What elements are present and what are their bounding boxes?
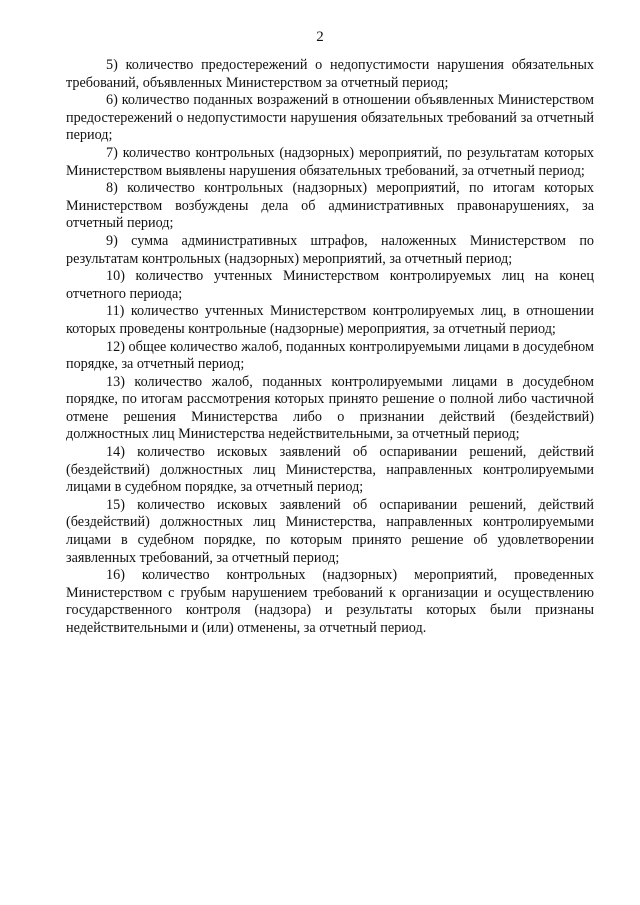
list-item-6: 6) количество поданных возражений в отношении объявленных Министерством предостережений о недопустимости нарушения обязательных требований за отчетный период;	[66, 92, 594, 144]
list-item-11: 11) количество учтенных Министерством контролируемых лиц, в отношении которых проведены контрольные (надзорные) мероприятия, за отчетный период;	[66, 303, 594, 337]
list-item-14: 14) количество исковых заявлений об оспаривании решений, действий (бездействий) должностных лиц Министерства, направленных контролируемыми лицами в судебном порядке, за отчетный период;	[66, 444, 594, 496]
list-item-16: 16) количество контрольных (надзорных) мероприятий, проведенных Министерством с грубым нарушением требований к организации и осуществлению государственного контроля (надзора) и результаты которых были признаны недействительными и (или) отменены, за отчетный период.	[66, 567, 594, 636]
list-item-9: 9) сумма административных штрафов, наложенных Министерством по результатам контрольных (надзорных) мероприятий, за отчетный период;	[66, 232, 594, 267]
document-body	[66, 57, 594, 638]
page-number: 2	[316, 29, 324, 45]
list-item-12: 12) общее количество жалоб, поданных контролируемыми лицами в досудебном порядке, за отчетный период;	[66, 338, 594, 373]
list-item-10: 10) количество учтенных Министерством контролируемых лиц на конец отчетного периода;	[66, 268, 594, 302]
list-item-15: 15) количество исковых заявлений об оспаривании решений, действий (бездействий) должностных лиц Министерства, направленных контролируемыми лицами в судебном порядке, по которым принято решение об удовлетворении заявленных требований, за отчетный период;	[66, 496, 594, 566]
list-item-7: 7) количество контрольных (надзорных) мероприятий, по результатам которых Министерством выявлены нарушения обязательных требований, за отчетный период;	[66, 144, 594, 179]
list-item-13: 13) количество жалоб, поданных контролируемыми лицами в досудебном порядке, по итогам рассмотрения которых принято решение о полной либо частичной отмене решения Министерства либо о признании действий (бездействий) должностных лиц Министерства недействительными, за отчетный период;	[66, 373, 594, 443]
list-item-8: 8) количество контрольных (надзорных) мероприятий, по итогам которых Министерством возбуждены дела об административных правонарушениях, за отчетный период;	[66, 180, 594, 232]
list-item-5: 5) количество предостережений о недопустимости нарушения обязательных требований, объявленных Министерством за отчетный период;	[66, 57, 594, 91]
